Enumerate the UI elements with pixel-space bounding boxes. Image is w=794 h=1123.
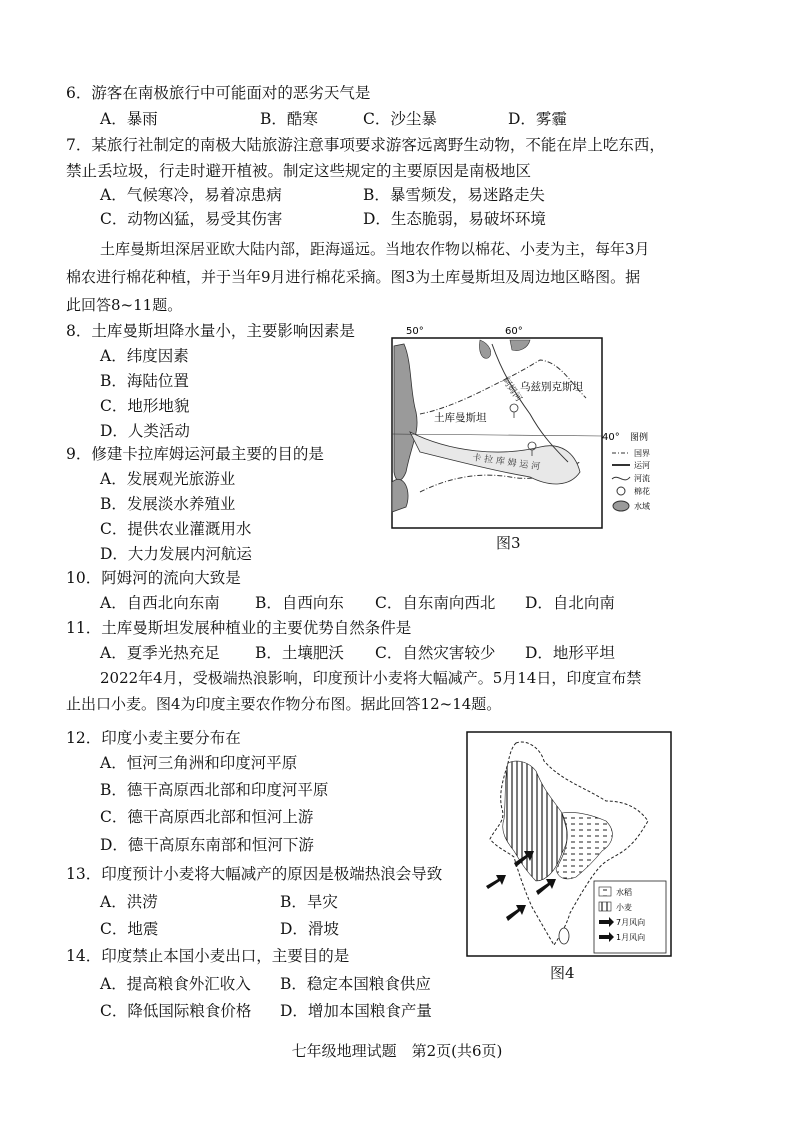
legend-rice-icon <box>599 887 611 896</box>
passage2-line1: 2022年4月，受极端热浪影响，印度预计小麦将大幅减产。5月14日，印度宣布禁 <box>100 669 642 687</box>
fig3-legend-river: 河流 <box>634 474 650 483</box>
q14-stem: 14．印度禁止本国小麦出口，主要目的是 <box>66 947 350 965</box>
q13-option-d: D．滑坡 <box>280 920 339 938</box>
fig3-legend-canal: 运河 <box>634 461 650 470</box>
water-body-sw <box>392 479 408 512</box>
q12-option-b: B．德干高原西北部和印度河平原 <box>100 781 329 799</box>
q11-option-c: C．自然灾害较少 <box>375 644 496 662</box>
q6-option-d: D．雾霾 <box>508 110 567 128</box>
legend-wheat-icon <box>599 902 611 911</box>
fig3-caption: 图3 <box>496 534 521 552</box>
fig4-legend-july: 7月风向 <box>616 918 646 927</box>
q6-option-c: C．沙尘暴 <box>363 110 437 128</box>
fig4-legend-rice: 水稻 <box>616 888 632 897</box>
q8-option-a: A．纬度因素 <box>100 347 189 365</box>
q13-option-c: C．地震 <box>100 920 159 938</box>
passage1-line3: 此回答8~11题。 <box>66 296 183 314</box>
q8-option-c: C．地形地貌 <box>100 397 190 415</box>
fig3-legend-border: 国界 <box>634 449 650 458</box>
q14-option-b: B．稳定本国粮食供应 <box>280 975 431 993</box>
q13-option-b: B．旱灾 <box>280 893 338 911</box>
legend-cotton-icon <box>617 487 625 495</box>
q9-stem: 9．修建卡拉库姆运河最主要的目的是 <box>66 445 324 463</box>
q10-option-c: C．自东南向西北 <box>375 594 496 612</box>
legend-river-icon <box>612 477 630 480</box>
q8-option-d: D．人类活动 <box>100 422 190 440</box>
q9-option-d: D．大力发展内河航运 <box>100 545 252 563</box>
q11-stem: 11．土库曼斯坦发展种植业的主要优势自然条件是 <box>66 619 412 637</box>
fig3-frame <box>392 338 602 528</box>
karakum-label: 卡 拉 库 姆 运 河 <box>471 453 541 473</box>
fig3-legend-water: 水域 <box>634 502 650 511</box>
q13-option-a: A．洪涝 <box>100 893 158 911</box>
q14-option-c: C．降低国际粮食价格 <box>100 1002 252 1020</box>
sri-lanka <box>559 928 569 944</box>
figure-4-map <box>466 731 672 957</box>
q14-option-a: A．提高粮食外汇收入 <box>100 975 251 993</box>
figure-3-map <box>390 322 680 532</box>
q7-stem-line2: 禁止丢垃圾，行走时避开植被。制定这些规定的主要原因是南极地区 <box>66 162 532 180</box>
q7-option-b: B．暴雪频发，易迷路走失 <box>363 186 545 204</box>
q10-option-d: D．自北向南 <box>525 594 615 612</box>
passage2-line2: 止出口小麦。图4为印度主要农作物分布图。据此回答12~14题。 <box>66 695 502 713</box>
fig3-legend-cotton: 棉花 <box>634 487 650 496</box>
q11-option-b: B．土壤肥沃 <box>255 644 344 662</box>
q6-option-b: B．酷寒 <box>260 110 318 128</box>
q10-option-b: B．自西向东 <box>255 594 344 612</box>
fig3-lon-60: 60° <box>505 326 523 337</box>
q14-option-d: D．增加本国粮食产量 <box>280 1002 432 1020</box>
fig3-legend-title: 图例 <box>630 433 649 443</box>
fig4-legend-jan: 1月风向 <box>616 933 646 942</box>
q7-option-d: D．生态脆弱，易破坏环境 <box>363 210 546 228</box>
q7-option-c: C．动物凶猛，易受其伤害 <box>100 210 283 228</box>
q8-option-b: B．海陆位置 <box>100 372 189 390</box>
q10-stem: 10．阿姆河的流向大致是 <box>66 569 241 587</box>
q9-option-a: A．发展观光旅游业 <box>100 470 236 488</box>
q10-option-a: A．自西北向东南 <box>100 594 220 612</box>
river-label: 阿姆河 <box>499 375 524 404</box>
q9-option-b: B．发展淡水养殖业 <box>100 495 236 513</box>
fig3-country-main: 土库曼斯坦 <box>434 412 487 424</box>
legend-water-icon <box>613 501 629 511</box>
q13-stem: 13．印度预计小麦将大幅减产的原因是极端热浪会导致 <box>66 865 443 883</box>
q11-option-d: D．地形平坦 <box>525 644 615 662</box>
q7-option-a: A．气候寒冷，易着凉患病 <box>100 186 282 204</box>
q6-stem: 6．游客在南极旅行中可能面对的恶劣天气是 <box>66 84 371 102</box>
fig4-caption: 图4 <box>550 964 575 982</box>
q8-stem: 8．土库曼斯坦降水量小，主要影响因素是 <box>66 322 355 340</box>
fig3-lon-50: 50° <box>406 326 424 337</box>
q6-option-a: A．暴雨 <box>100 110 158 128</box>
q12-option-d: D．德干高原东南部和恒河下游 <box>100 836 314 854</box>
fig3-lat-40: 40° <box>602 432 620 443</box>
q12-stem: 12．印度小麦主要分布在 <box>66 729 241 747</box>
q12-option-c: C．德干高原西北部和恒河上游 <box>100 808 314 826</box>
fig3-legend <box>612 431 650 511</box>
q7-stem-line1: 7．某旅行社制定的南极大陆旅游注意事项要求游客远离野生动物，不能在岸上吃东西， <box>66 136 665 154</box>
passage1-line1: 土库曼斯坦深居亚欧大陆内部，距海遥远。当地农作物以棉花、小麦为主，每年3月 <box>100 240 650 258</box>
fig4-legend-wheat: 小麦 <box>616 903 632 912</box>
q12-option-a: A．恒河三角洲和印度河平原 <box>100 754 298 772</box>
fig3-country-ne: 乌兹别克斯坦 <box>520 381 583 393</box>
passage1-line2: 棉农进行棉花种植，并于当年9月进行棉花采摘。图3为土库曼斯坦及周边地区略图。据 <box>66 268 641 286</box>
fig4-legend <box>594 881 666 953</box>
q9-option-c: C．提供农业灌溉用水 <box>100 520 252 538</box>
q11-option-a: A．夏季光热充足 <box>100 644 220 662</box>
page-footer: 七年级地理试题 第2页(共6页) <box>291 1042 503 1060</box>
